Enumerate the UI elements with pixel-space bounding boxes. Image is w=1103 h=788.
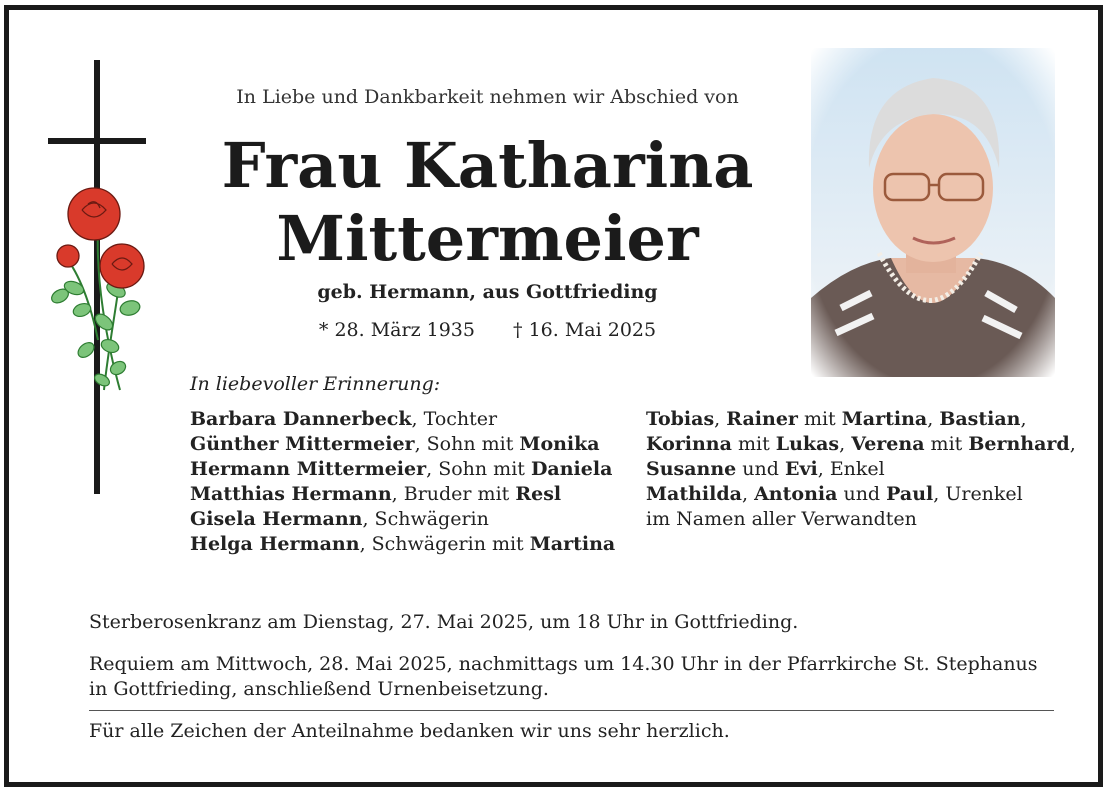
mourner-name: Günther Mittermeier [190,433,415,455]
mourner-name: Paul [886,483,934,505]
birth-name: geb. Hermann, aus Gottfrieding [317,281,658,303]
mourner-name: Bernhard [968,433,1070,455]
mourners-left-column [190,407,615,557]
mourner-name: Antonia [754,483,838,505]
mourner-name: Hermann Mittermeier [190,458,427,480]
mourner-name: Susanne [646,458,737,480]
mourner-relation: und [736,458,785,480]
mourner-relation: , Schwägerin [362,508,489,530]
mourner-relation: , Urenkel [933,483,1023,505]
mourner-line [646,457,1076,482]
mourner-line [190,507,615,532]
mourner-name: Martina [529,533,616,555]
portrait-photo [811,48,1055,377]
deceased-name-line1: Frau Katharina [221,129,754,202]
memory-heading: In liebevoller Erinnerung: [190,373,441,395]
mourner-line [646,432,1076,457]
mourner-relation: , [741,483,755,505]
mourner-name: Tobias [646,408,715,430]
mourner-line [190,482,615,507]
mourner-name: Monika [519,433,600,455]
mourner-name: Martina [841,408,928,430]
mourner-relation: mit [797,408,842,430]
mourner-relation: mit [731,433,776,455]
mourner-relation: , Sohn mit [426,458,531,480]
mourner-line [646,482,1076,507]
birth-date: * 28. März 1935 [318,319,475,341]
death-date: † 16. Mai 2025 [513,319,657,341]
mourner-relation: und [837,483,887,505]
mourner-name: Resl [515,483,562,505]
mourners-right-column [646,407,1076,532]
deceased-name-line2: Mittermeier [276,202,699,275]
mourner-relation: , [839,433,852,455]
rosary-announcement: Sterberosenkranz am Dienstag, 27. Mai 2025, um 18 Uhr in Gottfrieding. [89,611,799,633]
mourner-name: Barbara Dannerbeck [190,408,412,430]
mourner-relation: , [927,408,940,430]
mourner-relation: , Sohn mit [414,433,520,455]
mourner-relation: , Bruder mit [391,483,516,505]
thanks-text: Für alle Zeichen der Anteilnahme bedanken wir uns sehr herzlich. [89,720,730,742]
requiem-announcement: Requiem am Mittwoch, 28. Mai 2025, nachmittags um 14.30 Uhr in der Pfarrkirche St. Stephanus in Gottfrieding, anschließend Urnenbeisetzung. [89,653,1038,700]
divider [89,710,1054,711]
mourner-name: Matthias Hermann [190,483,392,505]
mourner-relation: , Schwägerin mit [359,533,530,555]
mourner-name: Korinna [646,433,732,455]
mourner-name: Mathilda [646,483,742,505]
mourner-relation: , [1069,433,1076,455]
mourner-line [190,532,615,557]
mourner-name: Bastian [939,408,1021,430]
mourner-line [190,432,615,457]
mourner-relation: , Tochter [411,408,498,430]
mourner-line [190,407,615,432]
mourner-name: Evi [784,458,818,480]
mourner-name: Gisela Hermann [190,508,363,530]
mourner-name: Daniela [530,458,613,480]
intro-text: In Liebe und Dankbarkeit nehmen wir Abschied von [236,86,739,108]
mourner-name: Lukas [775,433,840,455]
mourner-name: Verena [851,433,925,455]
mourner-relation: mit [924,433,969,455]
mourner-relation: im Namen aller Verwandten [646,508,917,530]
mourner-name: Rainer [726,408,798,430]
mourner-line [646,507,1076,532]
mourner-name: Helga Hermann [190,533,360,555]
mourner-relation: , [1020,408,1027,430]
mourner-relation: , [714,408,727,430]
cross-with-roses-icon [46,60,150,496]
mourner-line [646,407,1076,432]
mourner-relation: , Enkel [817,458,885,480]
mourner-line [190,457,615,482]
